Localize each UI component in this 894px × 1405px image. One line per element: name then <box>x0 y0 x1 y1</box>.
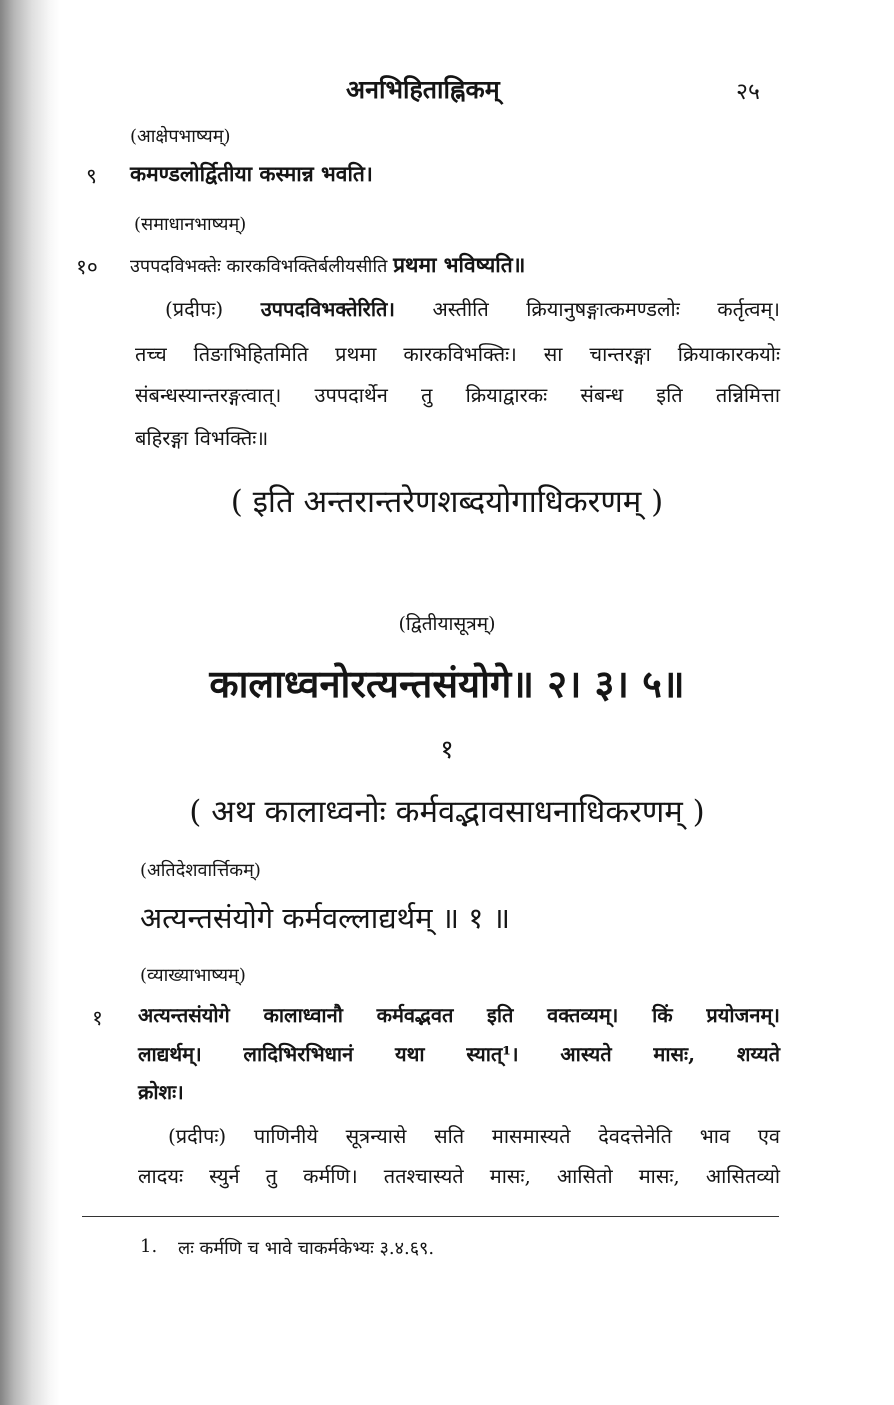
adhikarana-heading: ( अथ कालाध्वनोः कर्मवद्भावसाधनाधिकरणम् ) <box>189 794 705 830</box>
bhashya-line-10-part2: प्रथमा भविष्यति॥ <box>393 252 526 277</box>
sutra-heading: कालाध्वनोरत्यन्तसंयोगे॥ २। ३। ५॥ <box>209 661 685 706</box>
line-number-9: ९ <box>86 164 97 188</box>
label-atidesha-vartika: (अतिदेशवार्त्तिकम्) <box>140 860 261 881</box>
pradipa-1-line-1-rest: अस्तीति क्रियानुषङ्गात्कमण्डलोः कर्तृत्वम्। <box>432 297 781 321</box>
pradipa-2-line-1: (प्रदीपः) पाणिनीये सूत्रन्यासे सति मासमास्यते देवदत्तेनेति भाव एव <box>168 1124 780 1148</box>
bhashya-line-10 <box>130 251 525 279</box>
pradipa-1-label: (प्रदीपः) <box>165 297 224 321</box>
bhashya-number: १ <box>92 1006 103 1030</box>
label-samadhana-bhashya: (समाधानभाष्यम्) <box>134 214 247 235</box>
bhashya-line-2: लाद्यर्थम्। लादिभिरभिधानं यथा स्यात्¹। आस्यते मासः, शय्यते <box>138 1042 780 1066</box>
page-number: २५ <box>736 79 760 105</box>
pradipa-1-line-1 <box>165 295 780 322</box>
closing-adhikarana-heading: ( इति अन्तरान्तरेणशब्दयोगाधिकरणम् ) <box>230 484 664 520</box>
footnote-text: लः कर्मणि च भावे चाकर्मकेभ्यः ३.४.६९. <box>178 1238 435 1259</box>
bhashya-line-10-part1: उपपदविभक्तेः कारकविभक्तिर्बलीयसीति <box>130 256 388 277</box>
bhashya-line-3: क्रोशः। <box>138 1080 184 1104</box>
adhikarana-number: १ <box>440 735 454 765</box>
pradipa-1-line-3: संबन्धस्यान्तरङ्गत्वात्। उपपदार्थेन तु क्रियाद्वारकः संबन्ध इति तन्निमित्ता <box>135 383 780 407</box>
footnote-divider <box>82 1216 779 1217</box>
line-number-10: १० <box>76 255 98 279</box>
bhashya-line-9: कमण्डलोर्द्वितीया कस्मान्न भवति। <box>130 161 373 186</box>
label-vyakhya-bhashya: (व्याख्याभाष्यम्) <box>140 965 246 986</box>
footnote-marker: 1. <box>140 1236 158 1257</box>
pradipa-1-pratika: उपपदविभक्तेरिति। <box>260 297 396 321</box>
pradipa-1-line-2: तच्च तिङाभिहितमिति प्रथमा कारकविभक्तिः। सा चान्तरङ्गा क्रियाकारकयोः <box>135 342 780 366</box>
label-akshepa-bhashya: (आक्षेपभाष्यम्) <box>130 126 231 147</box>
running-header-title: अनभिहिताह्निकम् <box>346 75 500 104</box>
bhashya-line-1: अत्यन्तसंयोगे कालाध्वानौ कर्मवद्भवत इति वक्तव्यम्। किं प्रयोजनम्। <box>138 1003 780 1027</box>
vartika-text: अत्यन्तसंयोगे कर्मवल्लाद्यर्थम् ॥ १ ॥ <box>140 901 510 935</box>
pradipa-1-line-4: बहिरङ्गा विभक्तिः॥ <box>135 426 269 450</box>
pradipa-2-line-2: लादयः स्युर्न तु कर्मणि। ततश्चास्यते मासः, आसितो मासः, आसितव्यो <box>138 1164 780 1188</box>
label-dvitiya-sutra: (द्वितीयासूत्रम्) <box>398 613 496 635</box>
